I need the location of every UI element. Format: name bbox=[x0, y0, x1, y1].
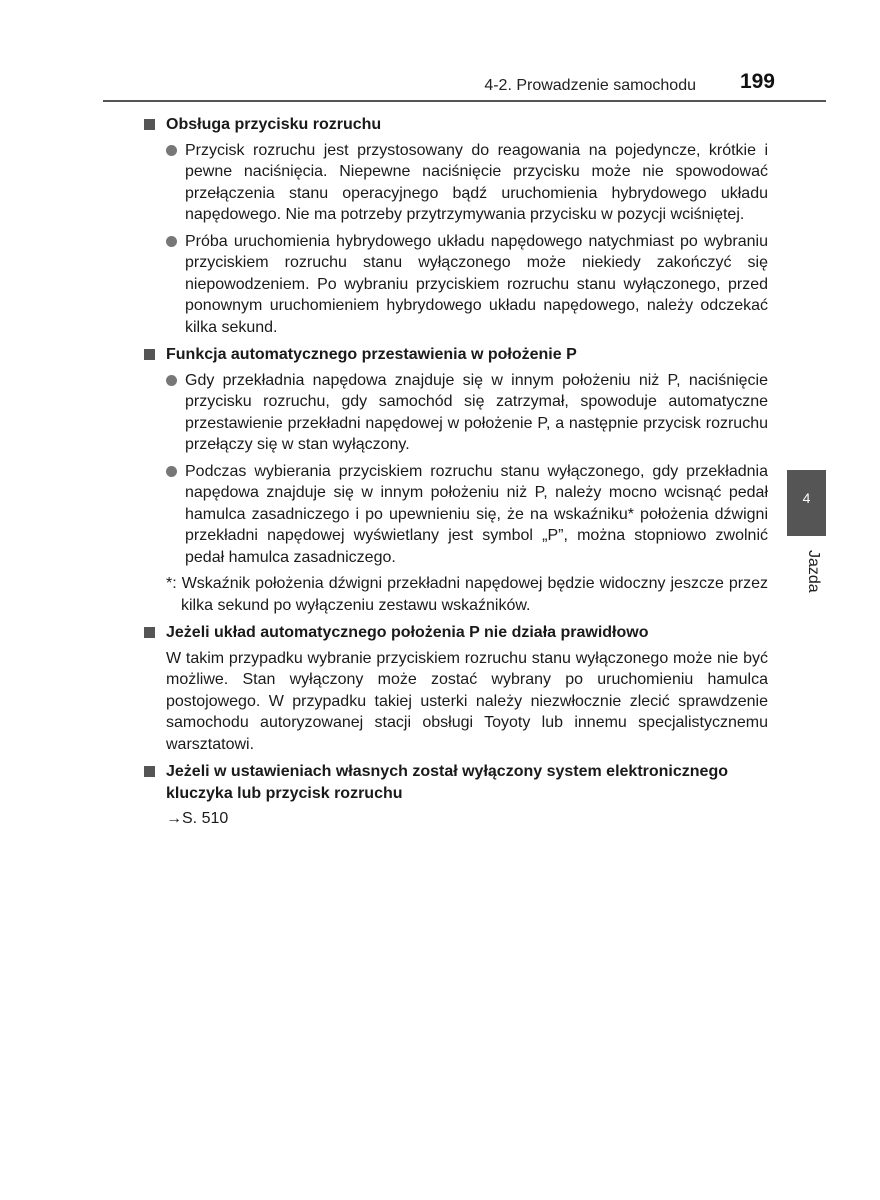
square-bullet-icon bbox=[144, 766, 155, 777]
heading-text: Obsługa przycisku rozruchu bbox=[166, 116, 382, 133]
bullet-text: Gdy przekładnia napędowa znajduje się w innym położeniu niż P, naciśnięcie przycisku rozruchu, gdy samochód się zatrzymał, spowoduje automatyczne przestawienie przekładni napędowej w położenie P, a następnie przycisk rozruchu przełączy się w stan wyłączony. bbox=[185, 371, 768, 453]
header-divider bbox=[103, 100, 826, 102]
paragraph: W takim przypadku wybranie przyciskiem rozruchu stanu wyłączonego może nie być możliwe. Stan wyłączony może zostać wybrany po uruchomieniu hamulca postojowego. W przypadku takiej usterki należy niezwłocznie zlecić sprawdzenie samochodu autoryzowanej stacji obsługi Toyoty lub innemu specjalistycznemu warsztatowi. bbox=[166, 649, 768, 753]
square-bullet-icon bbox=[144, 349, 155, 360]
section-heading bbox=[144, 114, 768, 136]
square-bullet-icon bbox=[144, 119, 155, 130]
round-bullet-icon bbox=[166, 375, 177, 386]
bullet-text: Próba uruchomienia hybrydowego układu napędowego natychmiast po wybraniu przyciskiem rozruchu stanu wyłączonego może niekiedy zakończyć się niepowodzeniem. Po wybraniu przyciskiem rozruchu stanu wyłączonego, przed ponownym uruchomieniem hybrydowego układu napędowego, należy odczekać kilka sekund. bbox=[185, 232, 768, 336]
section-auto-p-position bbox=[144, 344, 768, 616]
bullet-text: Przycisk rozruchu jest przystosowany do reagowania na pojedyncze, krótkie i pewne naciśnięcia. Niepewne naciśnięcie przycisku może nie spowodować przełączenia stanu operacyjnego bądź uruchomienia hybrydowego układu napędowego. Nie ma potrzeby przytrzymywania przycisku w pozycji wciśniętej. bbox=[185, 141, 768, 223]
section-start-button bbox=[144, 114, 768, 338]
bullet-item bbox=[144, 461, 768, 569]
square-bullet-icon bbox=[144, 627, 155, 638]
section-heading bbox=[144, 622, 768, 644]
bullet-text: Podczas wybierania przyciskiem rozruchu stanu wyłączonego, gdy przekładnia napędowa znajduje się w innym położeniu niż P, należy mocno wcisnąć pedał hamulca zasadniczego i po upewnieniu się, że na wskaźniku* położenia dźwigni przekładni napędowej wyświetlany jest symbol „P”, można stopniowo zwolnić pedał hamulca zasadniczego. bbox=[185, 462, 768, 566]
section-title: 4-2. Prowadzenie samochodu bbox=[484, 77, 696, 94]
section-custom-settings bbox=[144, 761, 768, 830]
heading-text: Funkcja automatycznego przestawienia w położenie P bbox=[166, 346, 577, 363]
page-number: 199 bbox=[739, 70, 775, 93]
section-heading bbox=[144, 344, 768, 366]
page-reference: →S. 510 bbox=[166, 810, 229, 827]
round-bullet-icon bbox=[166, 145, 177, 156]
chapter-label-text: Jazda bbox=[805, 550, 822, 593]
section-heading bbox=[144, 761, 768, 804]
heading-text: Jeżeli w ustawieniach własnych został wyłączony system elektronicznego kluczyka lub przycisk rozruchu bbox=[166, 763, 728, 802]
footnote: *: Wskaźnik położenia dźwigni przekładni napędowej będzie widoczny jeszcze przez kilka sekund po wyłączeniu zestawu wskaźników. bbox=[166, 575, 768, 614]
section-auto-p-malfunction bbox=[144, 622, 768, 755]
chapter-tab bbox=[787, 470, 826, 536]
chapter-label bbox=[782, 542, 830, 612]
bullet-item bbox=[144, 370, 768, 456]
bullet-item bbox=[144, 231, 768, 339]
round-bullet-icon bbox=[166, 466, 177, 477]
bullet-item bbox=[144, 140, 768, 226]
page-header bbox=[103, 70, 826, 102]
round-bullet-icon bbox=[166, 236, 177, 247]
page-content bbox=[144, 114, 768, 836]
chapter-number: 4 bbox=[802, 490, 811, 506]
heading-text: Jeżeli układ automatycznego położenia P nie działa prawidłowo bbox=[166, 624, 649, 641]
